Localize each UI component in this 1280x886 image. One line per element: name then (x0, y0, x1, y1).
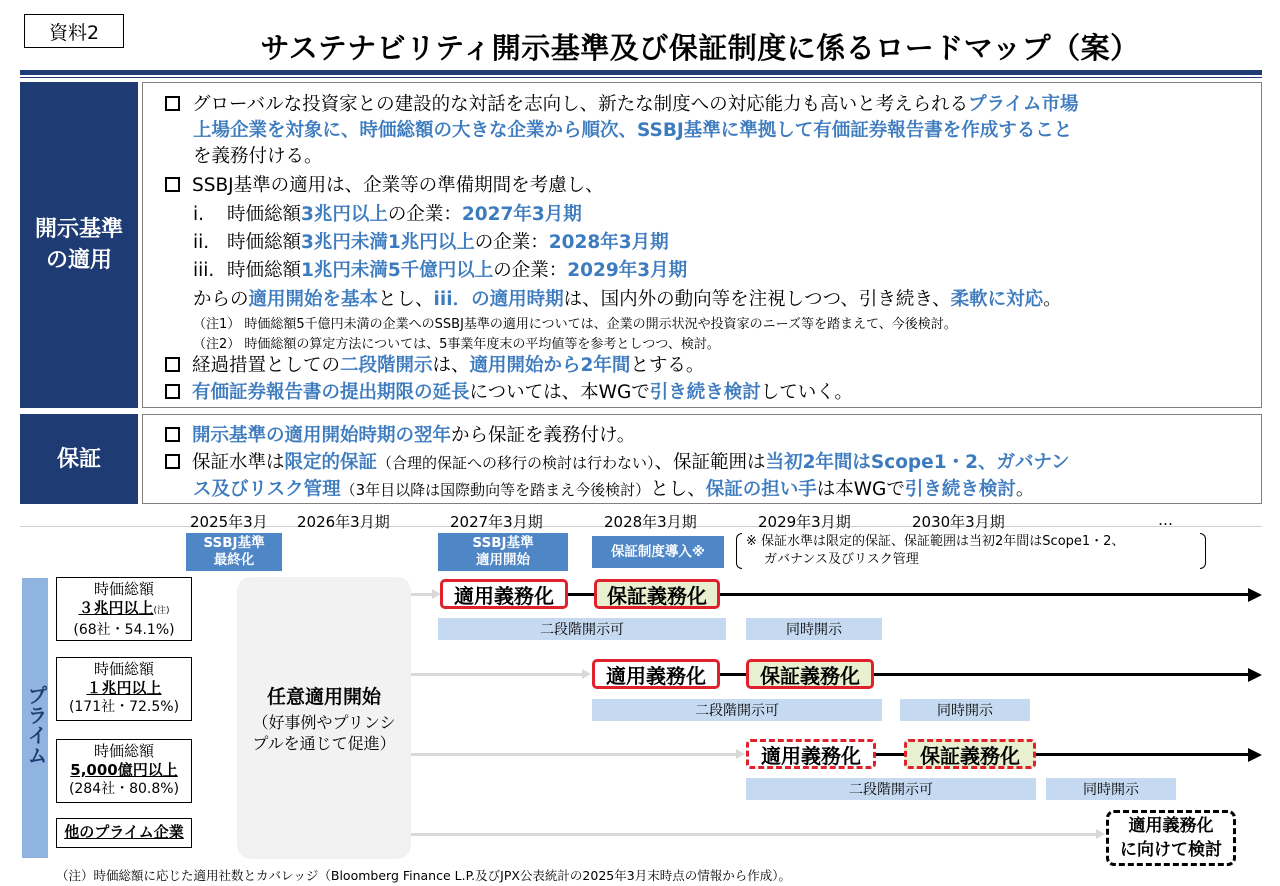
prime-label: プライム (24, 685, 48, 765)
year-2026: 2026年3月期 (297, 513, 390, 531)
row1-simul-band: 同時開示 (746, 618, 882, 640)
row4-gray-line (411, 833, 1097, 836)
assurance-bullet-2: 保証水準は限定的保証（合理的保証への移行の検討は行わない）、保証範囲は当初2年間はScope1・2、ガバナン (165, 450, 1070, 476)
row3-gray-arrowhead (736, 749, 745, 759)
voluntary-adoption-title: 任意適用開始 (266, 686, 381, 708)
bracket-left (736, 533, 742, 569)
footnote: （注）時価総額に応じた適用社数とカバレッジ（Bloomberg Finance L.P.及びJPX公表統計の2025年3月末時点の情報から作成）。 (56, 868, 791, 883)
row2-assurance-box: 保証義務化 (746, 659, 874, 689)
checkbox-square-icon (165, 177, 180, 192)
row1-two-stage-band: 二段階開示可 (438, 618, 726, 640)
milestone-assurance-intro: 保証制度導入※ (592, 536, 724, 568)
row3-two-stage-band: 二段階開示可 (746, 778, 1036, 800)
assurance-bullet-1: 開示基準の適用開始時期の翌年から保証を義務付け。 (165, 423, 635, 448)
year-ellipsis: … (1158, 511, 1173, 529)
checkbox-square-icon (165, 384, 180, 399)
disclosure-bullet-1: グローバルな投資家との建設的な対話を志向し、新たな制度への対応能力も高いと考えられるプライム市場 (165, 92, 1079, 117)
disclosure-bullet-1-end: を義務付ける。 (193, 146, 323, 167)
scope-note: ※ 保証水準は限定的保証、保証範囲は当初2年間はScope1・2、 ガバナンス及びリスク管理 (736, 533, 1206, 569)
checkbox-square-icon (165, 357, 180, 372)
row3-assurance-box: 保証義務化 (904, 739, 1036, 769)
assurance-content (142, 414, 1262, 504)
header-rule-thin (20, 77, 1262, 78)
year-2025: 2025年3月 (190, 513, 268, 531)
row2-two-stage-band: 二段階開示可 (592, 699, 882, 721)
row1-assurance-box: 保証義務化 (594, 579, 720, 609)
milestone-ssbj-final: SSBJ基準 最終化 (186, 533, 282, 571)
row3-mandate-box: 適用義務化 (746, 739, 876, 769)
year-2030: 2030年3月期 (912, 513, 1005, 531)
disclosure-basis-line: からの適用開始を基本とし、iii．の適用時期は、国内外の動向等を注視しつつ、引き続き、柔軟に対応。 (193, 289, 1062, 310)
year-2029: 2029年3月期 (758, 513, 851, 531)
disclosure-bullet-3: 経過措置としての二段階開示は、適用開始から2年間とする。 (165, 353, 704, 378)
header-rule (20, 70, 1262, 75)
tier-1-trillion: 時価総額 １兆円以上 (171社・72.5%) (56, 657, 192, 721)
disclosure-bullet-4: 有価証券報告書の提出期限の延長については、本WGで引き続き検討していく。 (165, 380, 853, 405)
tier-3-trillion: 時価総額 ３兆円以上(注) (68社・54.1%) (56, 577, 192, 641)
row2-arrow-head-icon (1248, 668, 1262, 682)
row2-simul-band: 同時開示 (900, 699, 1030, 721)
row2-gray-line (411, 673, 583, 676)
row2-gray-arrowhead (582, 669, 591, 679)
tier-other-prime: 他のプライム企業 (56, 818, 192, 848)
row2-mandate-box: 適用義務化 (592, 659, 720, 689)
checkbox-square-icon (165, 96, 180, 111)
schedule-item-ii: ii. 時価総額3兆円未満1兆円以上の企業：2028年3月期 (193, 232, 669, 253)
disclosure-side-label: 開示基準 の適用 (20, 82, 138, 408)
year-2027: 2027年3月期 (450, 513, 543, 531)
row3-gray-line (411, 753, 737, 756)
row1-gray-line (411, 593, 433, 596)
assurance-bullet-2-cont: ス及びリスク管理（3年目以降は国際動向等を踏まえ今後検討）とし、保証の担い手は本WGで引き続き検討。 (193, 479, 1035, 500)
checkbox-square-icon (165, 427, 180, 442)
row4-gray-arrowhead (1096, 829, 1105, 839)
tier-500-billion: 時価総額 5,000億円以上 (284社・80.8%) (56, 739, 192, 803)
disclosure-bullet-2: SSBJ基準の適用は、企業等の準備期間を考慮し、 (165, 173, 604, 198)
row3-simul-band: 同時開示 (1046, 778, 1176, 800)
disclosure-bullet-1-cont: 上場企業を対象に、時価総額の大きな企業から順次、SSBJ基準に準拠して有価証券報告書を作成すること (193, 120, 1073, 141)
row1-mandate-box: 適用義務化 (440, 579, 568, 609)
row1-arrow-head-icon (1248, 588, 1262, 602)
disclosure-content (142, 82, 1262, 408)
other-prime-consideration-box: 適用義務化 に向けて検討 (1106, 810, 1236, 866)
voluntary-adoption-desc: （好事例やプリンシ プルを通じて促進） (252, 713, 396, 753)
document-tag: 資料2 (24, 14, 124, 48)
year-2028: 2028年3月期 (604, 513, 697, 531)
bracket-right (1200, 533, 1206, 569)
note-1: （注1） 時価総額5千億円未満の企業へのSSBJ基準の適用については、企業の開示状況や投資家のニーズ等を踏まえて、今後検討。 (193, 317, 957, 332)
note-2: （注2） 時価総額の算定方法については、5事業年度末の平均値等を参考としつつ、検討。 (193, 337, 720, 352)
assurance-side-label: 保証 (20, 414, 138, 504)
page-title: サステナビリティ開示基準及び保証制度に係るロードマップ（案） (260, 31, 1140, 65)
milestone-ssbj-start: SSBJ基準 適用開始 (438, 533, 568, 571)
schedule-item-iii: iii. 時価総額1兆円未満5千億円以上の企業：2029年3月期 (193, 260, 688, 281)
row3-arrow-head-icon (1248, 748, 1262, 762)
schedule-item-i: i. 時価総額3兆円以上の企業：2027年3月期 (193, 204, 582, 225)
checkbox-square-icon (165, 454, 180, 469)
